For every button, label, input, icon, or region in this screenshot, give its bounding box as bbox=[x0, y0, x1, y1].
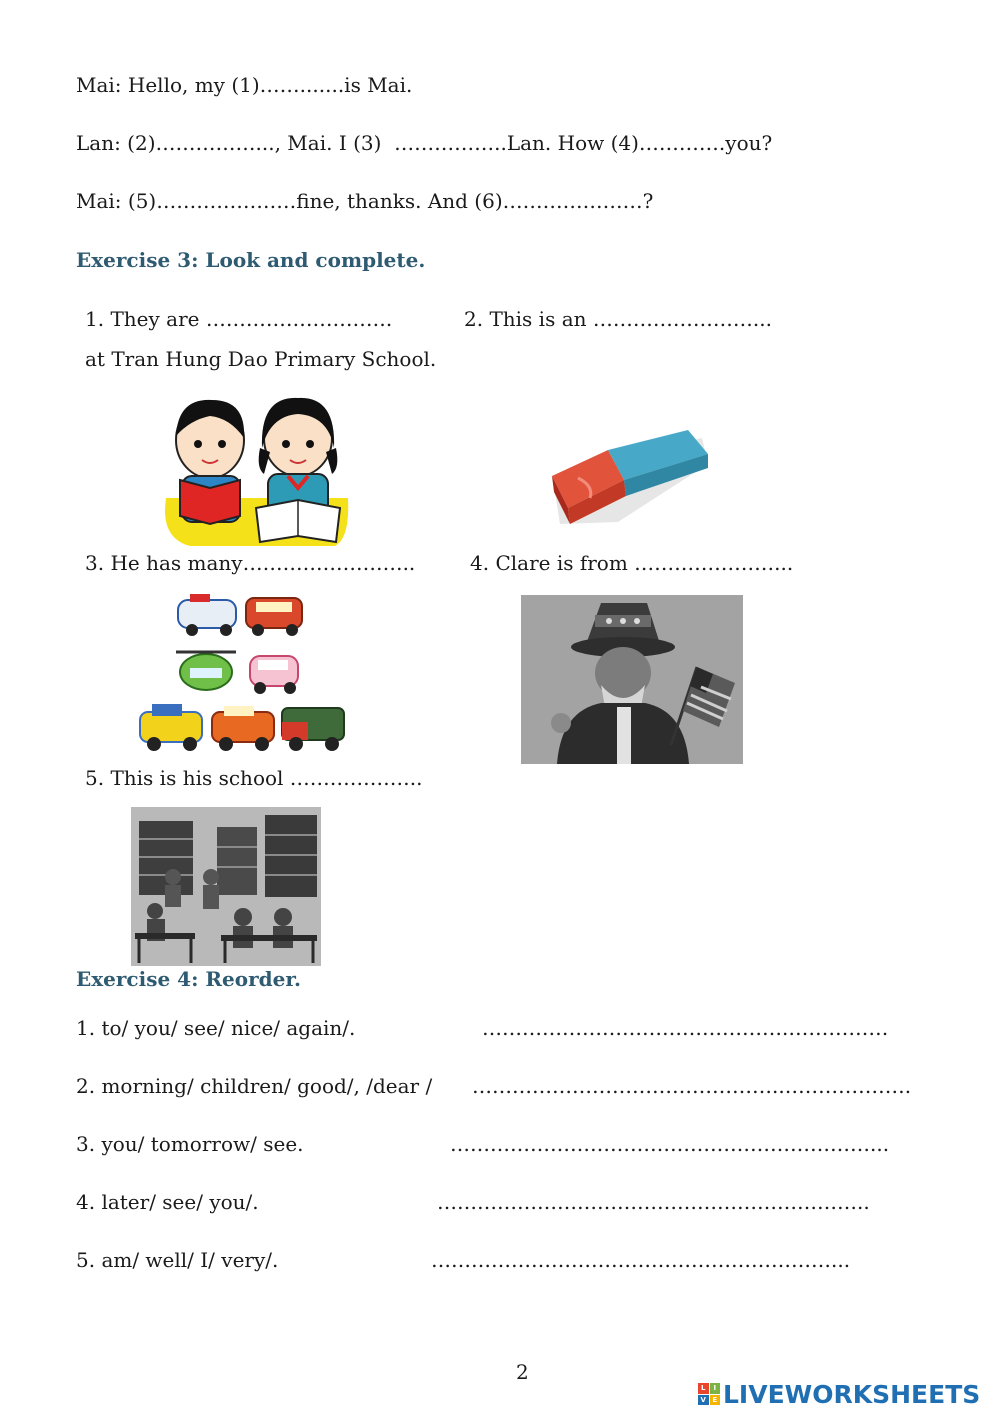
exercise-3-title: Exercise 3: Look and complete. bbox=[76, 248, 426, 272]
ex3-question-3: 3. He has many…………………….. bbox=[85, 551, 416, 575]
page-number: 2 bbox=[516, 1360, 529, 1384]
ex4-answer-blank-4[interactable]: ……………………………………………………….. bbox=[437, 1190, 870, 1214]
ex3-question-5: 5. This is his school ……………….. bbox=[85, 766, 423, 790]
logo-text: LIVEWORKSHEETS bbox=[723, 1379, 981, 1409]
ex4-answer-blank-1[interactable]: ……………………………………….…………… bbox=[482, 1016, 889, 1040]
uncle-sam-photo bbox=[521, 595, 743, 764]
ex4-answer-blank-2[interactable]: ………………………………………..………………. bbox=[472, 1074, 912, 1098]
ex3-question-1: 1. They are ………………………. bbox=[85, 307, 393, 331]
toy-cars-icon bbox=[134, 590, 350, 760]
ex4-answer-blank-5[interactable]: ……………………………………………………... bbox=[431, 1248, 851, 1272]
exercise-4-title: Exercise 4: Reorder. bbox=[76, 967, 302, 991]
liveworksheets-logo[interactable] bbox=[698, 1378, 980, 1410]
ex4-prompt-5: 5. am/ well/ I/ very/. bbox=[76, 1248, 279, 1272]
ex4-prompt-1: 1. to/ you/ see/ nice/ again/. bbox=[76, 1016, 356, 1040]
logo-blocks-icon: L I V E bbox=[698, 1383, 720, 1405]
eraser-icon bbox=[548, 428, 712, 534]
dialogue-line-3: Mai: (5)…………………fine, thanks. And (6)…………………? bbox=[76, 189, 654, 213]
ex4-answer-blank-3[interactable]: ………………………………………………………... bbox=[450, 1132, 890, 1156]
ex4-prompt-3: 3. you/ tomorrow/ see. bbox=[76, 1132, 304, 1156]
dialogue-line-1: Mai: Hello, my (1)…….......is Mai. bbox=[76, 73, 413, 97]
ex3-question-2: 2. This is an ……………………... bbox=[464, 307, 772, 331]
ex3-question-4: 4. Clare is from …………………... bbox=[470, 551, 794, 575]
library-photo bbox=[131, 807, 321, 966]
ex4-prompt-4: 4. later/ see/ you/. bbox=[76, 1190, 259, 1214]
children-reading-icon bbox=[160, 388, 350, 550]
ex3-question-1-continued: at Tran Hung Dao Primary School. bbox=[85, 347, 437, 371]
ex4-prompt-2: 2. morning/ children/ good/, /dear / bbox=[76, 1074, 433, 1098]
dialogue-line-2: Lan: (2)……………..., Mai. I (3) ……………..Lan. How (4)………….you? bbox=[76, 131, 773, 155]
